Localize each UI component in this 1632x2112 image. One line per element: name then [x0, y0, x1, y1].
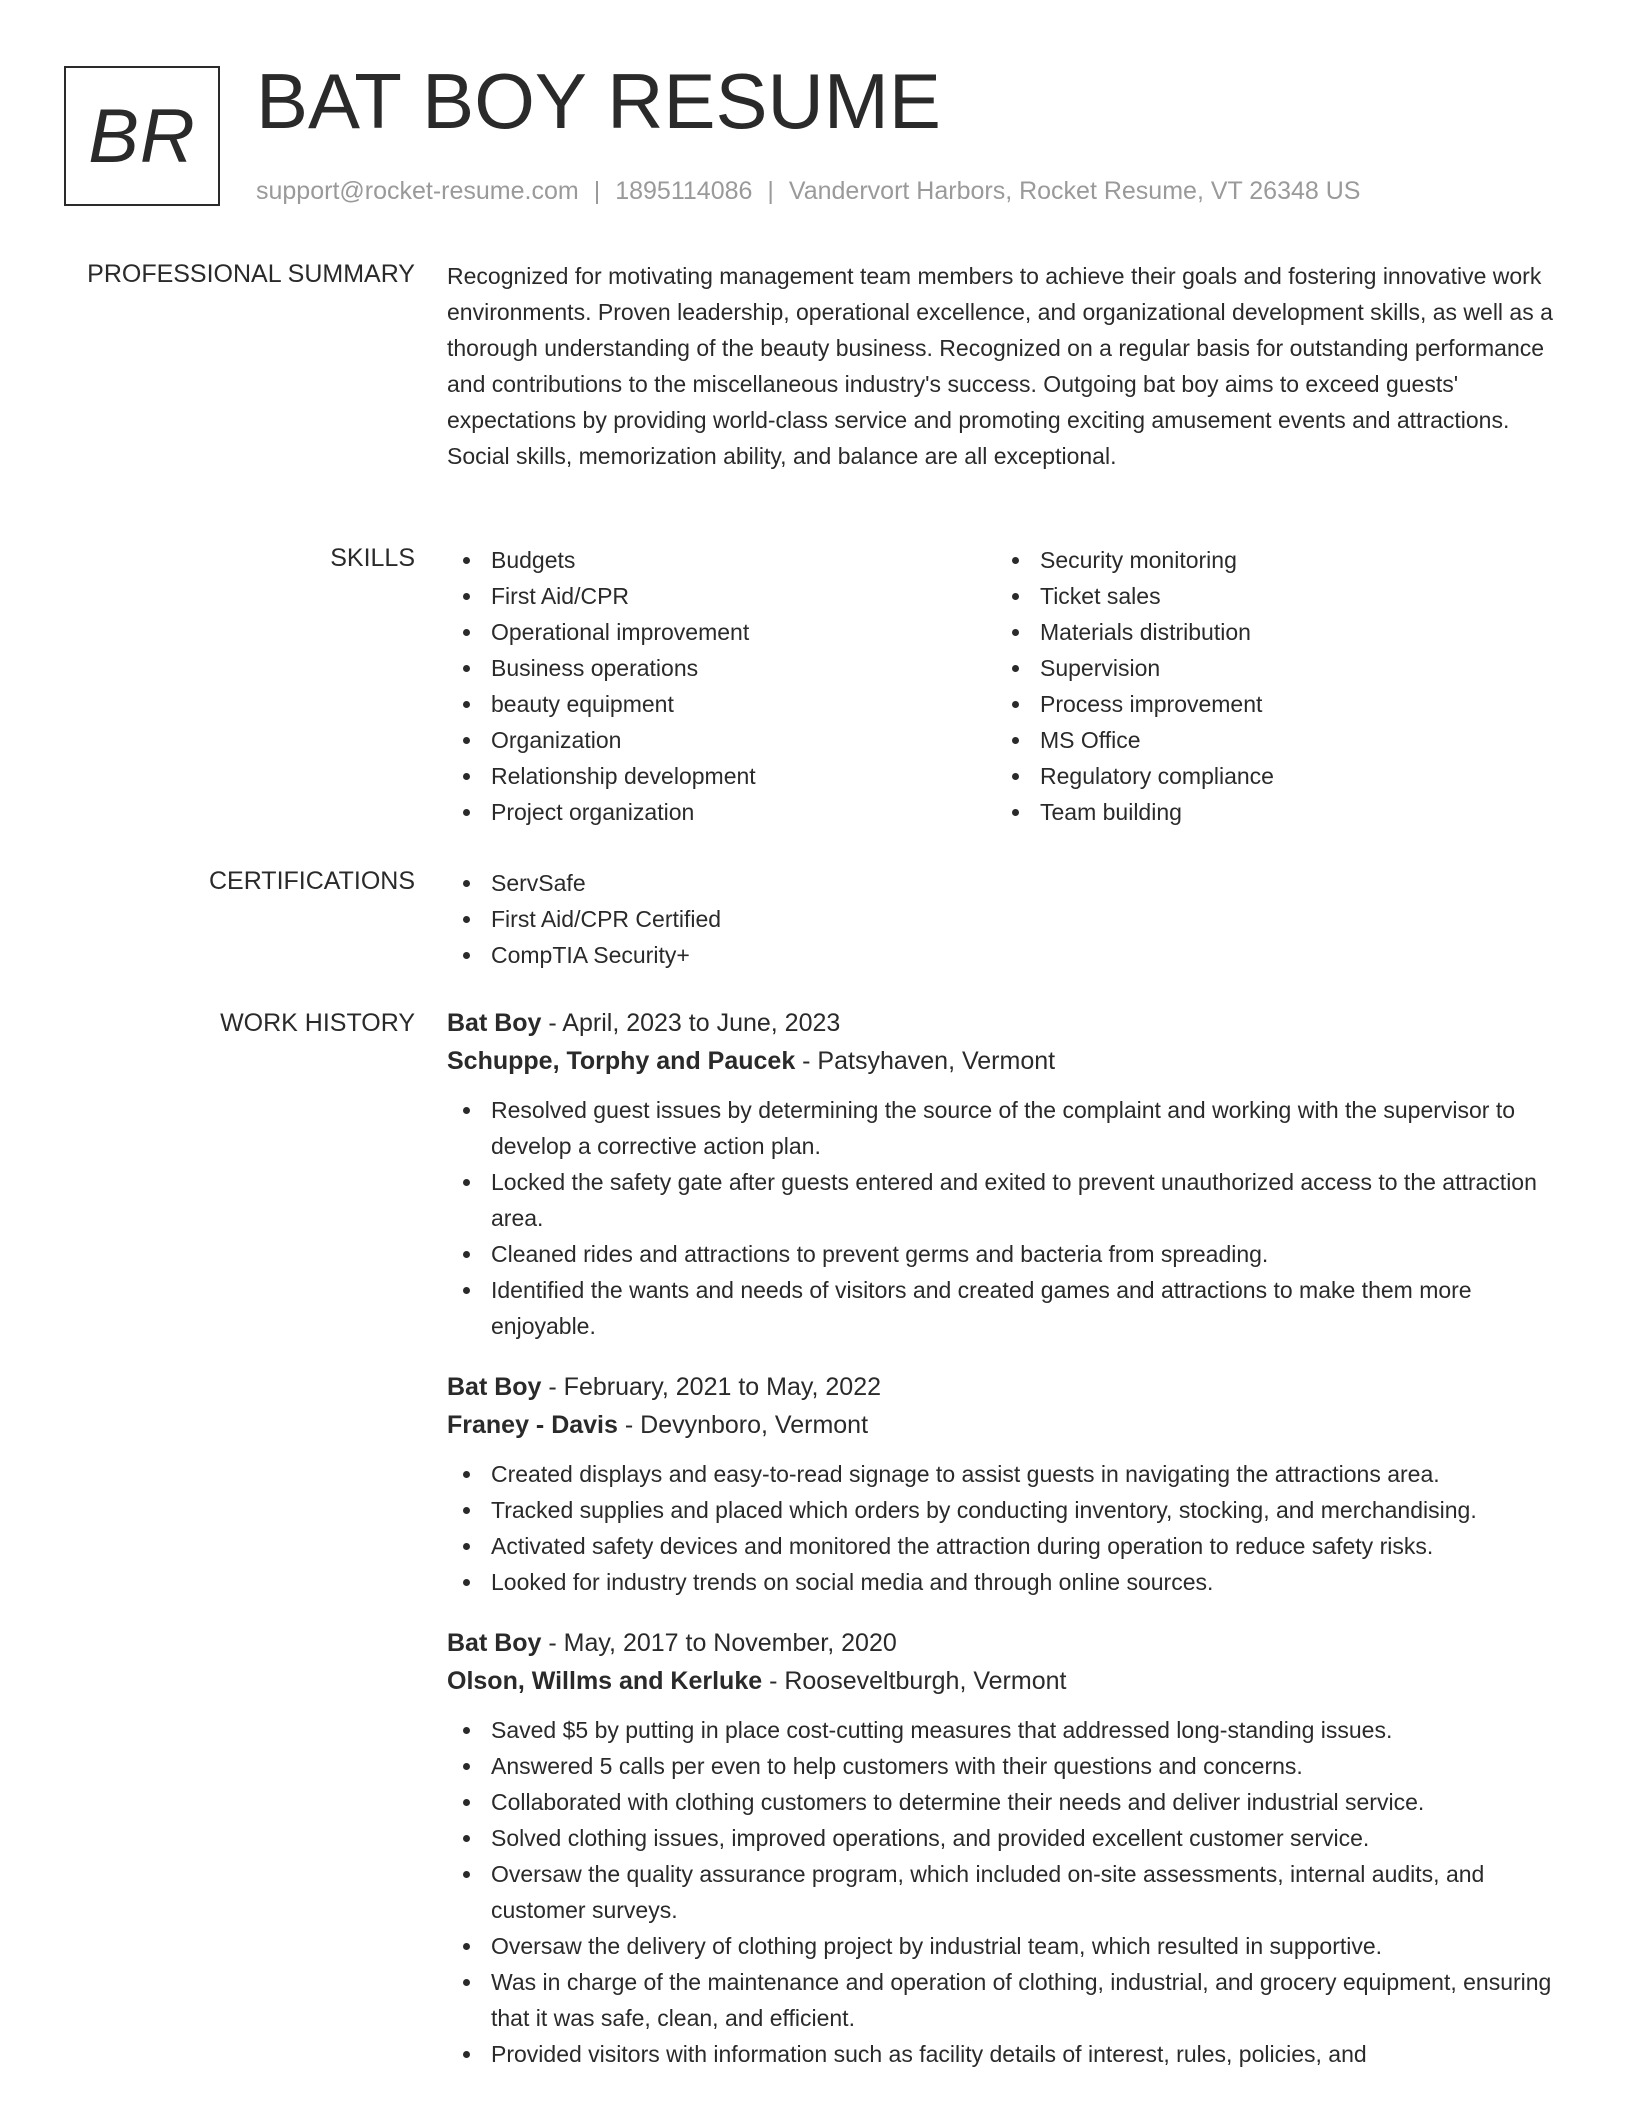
- skill-item: First Aid/CPR: [447, 578, 996, 614]
- job-bullets: [447, 1456, 1562, 1600]
- certifications-section: [447, 865, 1562, 973]
- skill-item: Materials distribution: [996, 614, 1545, 650]
- job-title-line: [447, 1624, 1562, 1662]
- job-bullet: Looked for industry trends on social media and through online sources.: [447, 1564, 1562, 1600]
- certifications-list: [447, 865, 1562, 973]
- job-bullet: Solved clothing issues, improved operations, and provided excellent customer service.: [447, 1820, 1562, 1856]
- skills-section: [447, 542, 1562, 830]
- work-history-label: WORK HISTORY: [220, 1009, 415, 1037]
- job-bullet: Cleaned rides and attractions to prevent germs and bacteria from spreading.: [447, 1236, 1562, 1272]
- job-bullet: Created displays and easy-to-read signage to assist guests in navigating the attractions area.: [447, 1456, 1562, 1492]
- job-dates: - April, 2023 to June, 2023: [541, 1009, 841, 1037]
- summary-label: PROFESSIONAL SUMMARY: [87, 260, 415, 288]
- job-bullet: Answered 5 calls per even to help customers with their questions and concerns.: [447, 1748, 1562, 1784]
- job-entry: [447, 1368, 1562, 1600]
- skill-item: Relationship development: [447, 758, 996, 794]
- job-bullet: Saved $5 by putting in place cost-cutting measures that addressed long-standing issues.: [447, 1712, 1562, 1748]
- job-location: - Devynboro, Vermont: [617, 1411, 869, 1439]
- skill-item: Organization: [447, 722, 996, 758]
- skill-item: Security monitoring: [996, 542, 1545, 578]
- skills-list-right: [996, 542, 1545, 830]
- job-bullet: Resolved guest issues by determining the source of the complaint and working with the supervisor to develop a corrective action plan.: [447, 1092, 1562, 1164]
- job-location: - Rooseveltburgh, Vermont: [762, 1667, 1067, 1695]
- contact-email[interactable]: support@rocket-resume.com: [256, 177, 579, 205]
- contact-separator: |: [593, 177, 601, 205]
- resume-name: BAT BOY RESUME: [256, 57, 941, 145]
- certifications-label: CERTIFICATIONS: [208, 867, 415, 895]
- job-title: Bat Boy: [447, 1009, 542, 1037]
- job-bullet: Oversaw the quality assurance program, which included on-site assessments, internal audits, and customer surveys.: [447, 1856, 1562, 1928]
- job-title-line: [447, 1368, 1562, 1406]
- job-dates: - May, 2017 to November, 2020: [541, 1629, 897, 1657]
- job-location: - Patsyhaven, Vermont: [795, 1047, 1056, 1075]
- certification-item: ServSafe: [447, 865, 1562, 901]
- skill-item: Regulatory compliance: [996, 758, 1545, 794]
- skill-item: Ticket sales: [996, 578, 1545, 614]
- job-company: Franey - Davis: [447, 1411, 618, 1439]
- job-entry: [447, 1004, 1562, 1344]
- job-company: Schuppe, Torphy and Paucek: [447, 1047, 796, 1075]
- skill-item: Operational improvement: [447, 614, 996, 650]
- job-title: Bat Boy: [447, 1629, 542, 1657]
- job-company-line: [447, 1406, 1562, 1444]
- job-bullets: [447, 1092, 1562, 1344]
- skill-item: beauty equipment: [447, 686, 996, 722]
- skill-item: Project organization: [447, 794, 996, 830]
- summary-section: [447, 258, 1562, 474]
- job-bullets: [447, 1712, 1562, 2072]
- summary-text: Recognized for motivating management team members to achieve their goals and fostering innovative work environments. Proven leadership, operational excellence, and organizational development skills, as well as a thorough understanding of the beauty business. Recognized on a regular basis for outstanding performance and contributions to the miscellaneous industry's success. Outgoing bat boy aims to exceed guests' expectations by providing world-class service and promoting exciting amusement events and attractions. Social skills, memorization ability, and balance are all exceptional.: [447, 263, 1553, 469]
- contact-line: [256, 174, 1360, 208]
- certification-item: CompTIA Security+: [447, 937, 1562, 973]
- skills-label: SKILLS: [330, 544, 415, 572]
- monogram-text: BR: [88, 93, 196, 179]
- skill-item: Business operations: [447, 650, 996, 686]
- job-bullet: Activated safety devices and monitored the attraction during operation to reduce safety risks.: [447, 1528, 1562, 1564]
- job-dates: - February, 2021 to May, 2022: [541, 1373, 881, 1401]
- job-company-line: [447, 1662, 1562, 1700]
- monogram-logo: [64, 66, 220, 206]
- job-bullet: Tracked supplies and placed which orders by conducting inventory, stocking, and merchandising.: [447, 1492, 1562, 1528]
- job-company: Olson, Willms and Kerluke: [447, 1667, 763, 1695]
- skill-item: Budgets: [447, 542, 996, 578]
- skills-list-left: [447, 542, 996, 830]
- skill-item: MS Office: [996, 722, 1545, 758]
- job-title: Bat Boy: [447, 1373, 542, 1401]
- job-bullet: Oversaw the delivery of clothing project by industrial team, which resulted in supportive.: [447, 1928, 1562, 1964]
- job-bullet: Was in charge of the maintenance and operation of clothing, industrial, and grocery equipment, ensuring that it was safe, clean, and efficient.: [447, 1964, 1562, 2036]
- certification-item: First Aid/CPR Certified: [447, 901, 1562, 937]
- job-bullet: Locked the safety gate after guests entered and exited to prevent unauthorized access to the attraction area.: [447, 1164, 1562, 1236]
- skills-grid: [447, 542, 1562, 830]
- contact-address: Vandervort Harbors, Rocket Resume, VT 26348 US: [788, 177, 1361, 205]
- contact-phone[interactable]: 1895114086: [615, 177, 753, 205]
- job-bullet: Identified the wants and needs of visitors and created games and attractions to make them more enjoyable.: [447, 1272, 1562, 1344]
- contact-separator: |: [767, 177, 774, 205]
- job-entry: [447, 1624, 1562, 2072]
- skill-item: Supervision: [996, 650, 1545, 686]
- work-history-section: [447, 1004, 1562, 2096]
- job-bullet: Provided visitors with information such as facility details of interest, rules, policies, and: [447, 2036, 1562, 2072]
- job-company-line: [447, 1042, 1562, 1080]
- skill-item: Process improvement: [996, 686, 1545, 722]
- skill-item: Team building: [996, 794, 1545, 830]
- job-bullet: Collaborated with clothing customers to determine their needs and deliver industrial service.: [447, 1784, 1562, 1820]
- job-title-line: [447, 1004, 1562, 1042]
